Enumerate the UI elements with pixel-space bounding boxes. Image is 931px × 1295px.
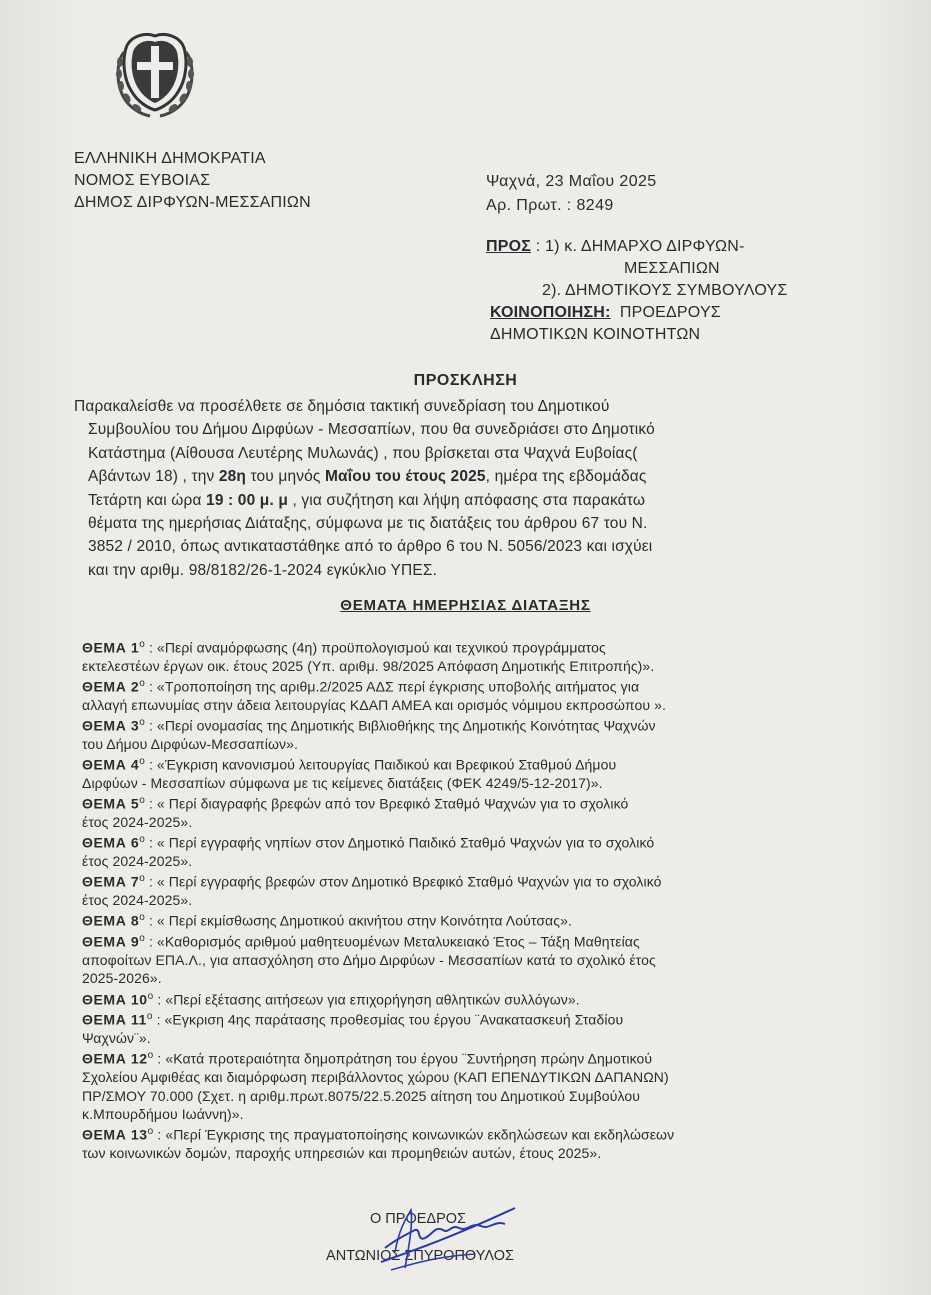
agenda-item bbox=[82, 753, 847, 792]
agenda-item-label: ΘΕΜΑ 4 bbox=[82, 756, 140, 773]
agenda-item-ordinal: ο bbox=[147, 1050, 154, 1062]
agenda-item-text: ΠΡ/ΣΜΟΥ 70.000 (Σχετ. η αριθμ.πρωτ.8075/22.5.2025 αίτηση του Δημοτικού Συμβούλου bbox=[82, 1087, 640, 1104]
agenda-item bbox=[82, 909, 847, 930]
agenda-item bbox=[82, 831, 847, 870]
handwritten-signature bbox=[355, 1190, 525, 1280]
agenda-item-text: κ.Μπουρδήμου Ιωάννη)». bbox=[82, 1105, 244, 1122]
agenda-item-text: Σχολείου Αμφιθέας και διαμόρφωση περιβάλλοντος χώρου (ΚΑΠ ΕΠΕΝΔΥΤΙΚΩΝ ΔΑΠΑΝΩΝ) bbox=[82, 1069, 669, 1086]
body-line: θέματα της ημερήσιας Διάταξης, σύμφωνα με τις διατάξεις του άρθρου 67 του Ν. bbox=[88, 515, 648, 533]
agenda-item-ordinal: ο bbox=[139, 912, 145, 924]
agenda-item-ordinal: ο bbox=[139, 678, 145, 690]
recipient-1: : 1) κ. ΔΗΜΑΡΧΟ ΔΙΡΦΥΩΝ- bbox=[535, 238, 745, 255]
greek-emblem-icon bbox=[110, 22, 200, 122]
protocol-number: Αρ. Πρωτ. : 8249 bbox=[486, 197, 614, 214]
agenda-item-text: : «Περί ονομασίας της Δημοτικής Βιβλιοθήκης της Δημοτικής Κοινότητας Ψαχνών bbox=[148, 717, 656, 734]
agenda-title: ΘΕΜΑΤΑ ΗΜΕΡΗΣΙΑΣ ΔΙΑΤΑΞΗΣ bbox=[340, 597, 591, 614]
agenda-item-text: : «Καθορισμός αριθμού μαθητευομένων Μεταλυκειακό Έτος – Τάξη Μαθητείας bbox=[148, 933, 640, 950]
agenda-item-label: ΘΕΜΑ 1 bbox=[82, 639, 140, 656]
agenda-item-text: : «Τροποποίηση της αριθμ.2/2025 ΑΔΣ περί έγκρισης υποβολής αιτήματος για bbox=[148, 678, 640, 695]
issuer-block bbox=[74, 148, 311, 214]
body-line: Παρακαλείσθε να προσέλθετε σε δημόσια τακτική συνεδρίαση του Δημοτικού bbox=[74, 398, 610, 415]
agenda-item-text: του Δήμου Διρφύων-Μεσσαπίων». bbox=[82, 735, 298, 752]
agenda-item-label: ΘΕΜΑ 3 bbox=[82, 717, 140, 734]
agenda-item-text: : «Περί εξέτασης αιτήσεων για επιχορήγηση αθλητικών συλλόγων». bbox=[157, 991, 580, 1008]
signatory-title: Ο ΠΡΟΕΔΡΟΣ bbox=[370, 1211, 466, 1227]
agenda-item-text: Διρφύων - Μεσσαπίων σύμφωνα με τις κείμενες διατάξεις (ΦΕΚ 4249/5-12-2017)». bbox=[82, 775, 603, 792]
agenda-item-ordinal: ο bbox=[147, 990, 154, 1002]
agenda-item-text: : « Περί εγγραφής νηπίων στον Δημοτικό Παιδικό Σταθμό Ψαχνών για το σχολικό bbox=[148, 834, 655, 851]
agenda-item bbox=[82, 1123, 847, 1162]
recipient-2: 2). ΔΗΜΟΤΙΚΟΥΣ ΣΥΜΒΟΥΛΟΥΣ bbox=[542, 282, 788, 299]
recipient-1-cont: ΜΕΣΣΑΠΙΩΝ bbox=[624, 260, 720, 277]
agenda-list bbox=[82, 636, 847, 1162]
agenda-item bbox=[82, 636, 847, 675]
agenda-item-ordinal: ο bbox=[139, 639, 145, 650]
body-line: Αβάντων 18) , την 28η του μηνός Μαΐου του έτους 2025, ημέρα της εβδομάδας bbox=[88, 468, 647, 486]
invitation-body bbox=[74, 395, 848, 582]
cc-recipient-cont: ΔΗΜΟΤΙΚΩΝ ΚΟΙΝΟΤΗΤΩΝ bbox=[490, 326, 701, 343]
issuer-prefecture: ΝΟΜΟΣ ΕΥΒΟΙΑΣ bbox=[74, 172, 211, 189]
issuer-municipality: ΔΗΜΟΣ ΔΙΡΦΥΩΝ-ΜΕΣΣΑΠΙΩΝ bbox=[74, 194, 311, 211]
agenda-item-text: : « Περί εγγραφής βρεφών στον Δημοτικό Βρεφικό Σταθμό Ψαχνών για το σχολικό bbox=[148, 874, 662, 891]
agenda-item-ordinal: ο bbox=[139, 795, 145, 807]
agenda-item bbox=[82, 1047, 847, 1122]
agenda-item-ordinal: ο bbox=[139, 834, 145, 846]
agenda-item-text: : « Περί διαγραφής βρεφών από τον Βρεφικό Σταθμό Ψαχνών για το σχολικό bbox=[148, 795, 629, 812]
agenda-item-text: : «Περί Έγκρισης της πραγματοποίησης κοινωνικών εκδηλώσεων και εκδηλώσεων bbox=[157, 1126, 675, 1143]
agenda-item-text: Ψαχνών¨». bbox=[82, 1030, 151, 1047]
agenda-item-ordinal: ο bbox=[139, 873, 145, 885]
agenda-item-label: ΘΕΜΑ 7 bbox=[82, 874, 140, 891]
agenda-item bbox=[82, 675, 847, 714]
agenda-item-ordinal: ο bbox=[139, 717, 145, 729]
agenda-item-label: ΘΕΜΑ 6 bbox=[82, 834, 140, 851]
agenda-item-text: : «Έγκριση κανονισμού λειτουργίας Παιδικού και Βρεφικού Σταθμού Δήμου bbox=[148, 756, 617, 773]
agenda-item-label: ΘΕΜΑ 12 bbox=[82, 1051, 148, 1068]
agenda-item-ordinal: ο bbox=[139, 756, 145, 768]
agenda-item-label: ΘΕΜΑ 2 bbox=[82, 678, 140, 695]
agenda-item bbox=[82, 1008, 847, 1047]
agenda-item-label: ΘΕΜΑ 11 bbox=[82, 1012, 147, 1029]
body-line: και την αριθμ. 98/8182/26-1-2024 εγκύκλιο ΥΠΕΣ. bbox=[88, 561, 438, 579]
agenda-item-text: αποφοίτων ΕΠΑ.Λ., για απασχόληση στο Δήμο Διρφύων - Μεσσαπίων κατά το σχολικό έτος bbox=[82, 952, 656, 969]
agenda-item-label: ΘΕΜΑ 13 bbox=[82, 1126, 148, 1143]
recipients-block bbox=[486, 236, 787, 346]
agenda-item-ordinal: ο bbox=[139, 933, 145, 945]
agenda-item-label: ΘΕΜΑ 5 bbox=[82, 795, 140, 812]
body-line: 3852 / 2010, όπως αντικαταστάθηκε από το άρθρο 6 του Ν. 5056/2023 και ισχύει bbox=[88, 538, 653, 556]
agenda-item-label: ΘΕΜΑ 9 bbox=[82, 933, 140, 950]
agenda-item-text: έτος 2024-2025». bbox=[82, 853, 193, 870]
agenda-item bbox=[82, 792, 847, 831]
agenda-item bbox=[82, 870, 847, 909]
agenda-item bbox=[82, 988, 847, 1009]
agenda-item-text: των κοινωνικών δομών, παροχής υπηρεσιών και προμηθειών αυτών, έτους 2025». bbox=[82, 1144, 602, 1161]
agenda-item-text: 2025-2026». bbox=[82, 970, 162, 987]
agenda-item-text: : «Κατά προτεραιότητα δημοπράτηση του έργου ¨Συντήρηση πρώην Δημοτικού bbox=[157, 1051, 653, 1068]
agenda-item-text: : «Εγκριση 4ης παράτασης προθεσμίας του έργου ¨Ανακατασκευή Σταδίου bbox=[156, 1012, 624, 1029]
body-line: Συμβουλίου του Δήμου Διρφύων - Μεσσαπίων, που θα συνεδριάσει στο Δημοτικό bbox=[88, 421, 655, 439]
agenda-item-label: ΘΕΜΑ 8 bbox=[82, 913, 140, 930]
agenda-item-text: : « Περί εκμίσθωσης Δημοτικού ακινήτου στην Κοινότητα Λούτσας». bbox=[148, 913, 572, 930]
body-line: Κατάστημα (Αίθουσα Λευτέρης Μυλωνάς) , που βρίσκεται στα Ψαχνά Ευβοίας( bbox=[88, 444, 638, 462]
agenda-item-text: έτος 2024-2025». bbox=[82, 892, 193, 909]
issuer-country: ΕΛΛΗΝΙΚΗ ΔΗΜΟΚΡΑΤΙΑ bbox=[74, 150, 266, 167]
agenda-item bbox=[82, 930, 847, 987]
agenda-item bbox=[82, 714, 847, 753]
agenda-item-text: έτος 2024-2025». bbox=[82, 814, 193, 831]
agenda-item-ordinal: ο bbox=[147, 1125, 154, 1137]
cc-recipient: ΠΡΟΕΔΡΟΥΣ bbox=[619, 304, 721, 321]
body-line: Τετάρτη και ώρα 19 : 00 μ. μ , για συζήτηση και λήψη απόφασης στα παρακάτω bbox=[88, 491, 646, 509]
cc-label: ΚΟΙΝΟΠΟΙΗΣΗ: bbox=[490, 304, 611, 321]
agenda-item-ordinal: ο bbox=[146, 1011, 153, 1023]
agenda-item-label: ΘΕΜΑ 10 bbox=[82, 991, 148, 1008]
recipients-label: ΠΡΟΣ bbox=[486, 238, 532, 255]
signatory-name: ΑΝΤΩΝΙΟΣ ΣΠΥΡΟΠΟΥΛΟΣ bbox=[326, 1248, 514, 1264]
agenda-item-text: εκτελεστέων έργων οικ. έτους 2025 (Υπ. αριθμ. 98/2025 Απόφαση Δημοτικής Επιτροπής)». bbox=[82, 657, 655, 674]
date-protocol-block bbox=[486, 170, 657, 218]
invitation-title: ΠΡΟΣΚΛΗΣΗ bbox=[413, 372, 518, 389]
agenda-item-text: αλλαγή επωνυμίας στην άδεια λειτουργίας ΚΔΑΠ ΑΜΕΑ και ορισμός νόμιμου εκπροσώπου ». bbox=[82, 696, 666, 713]
agenda-item-text: : «Περί αναμόρφωσης (4η) προϋπολογισμού και τεχνικού προγράμματος bbox=[148, 639, 606, 656]
document-date: Ψαχνά, 23 Μαΐου 2025 bbox=[486, 173, 657, 190]
